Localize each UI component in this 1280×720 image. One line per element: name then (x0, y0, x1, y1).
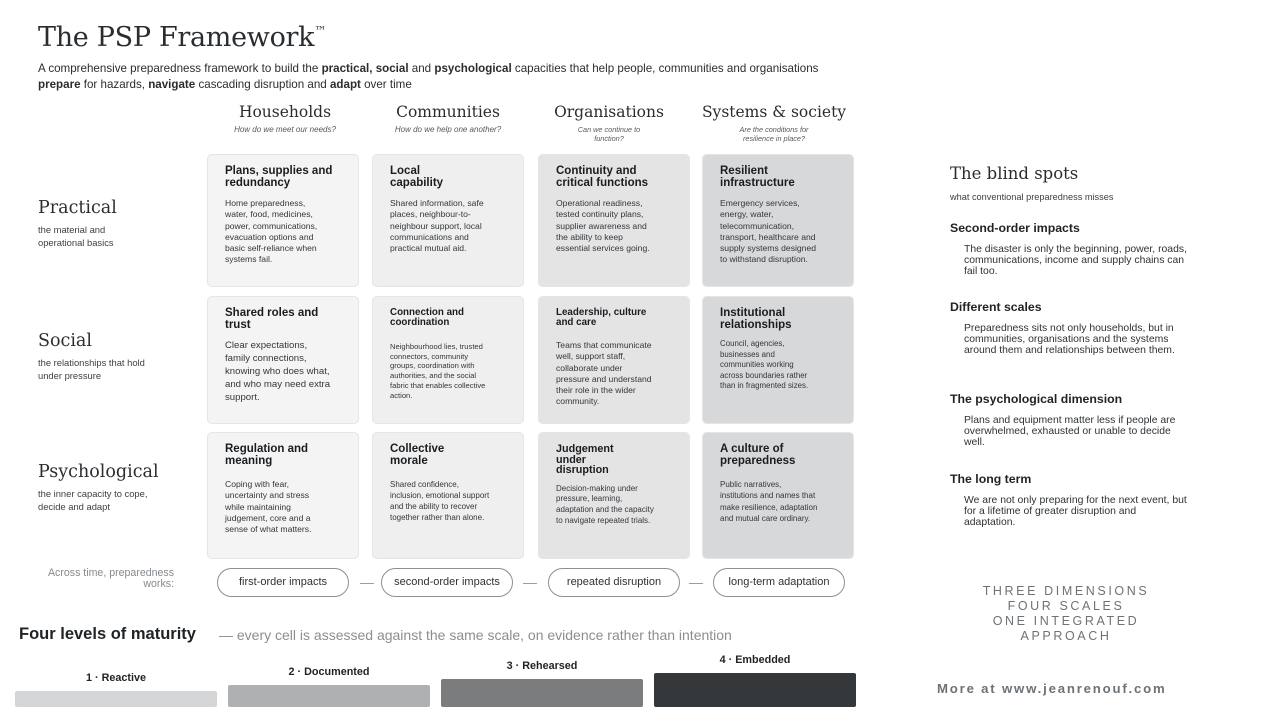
intro-emphasis: prepare (38, 78, 81, 91)
maturity-level-bar (654, 673, 856, 707)
blind-spot-heading: The long term (950, 472, 1032, 486)
blind-spots-subtitle: what conventional preparedness misses (950, 192, 1114, 202)
cell-practical-systems (702, 154, 854, 287)
cell-title: Regulation and meaning (225, 443, 309, 467)
row-desc: the relationships that hold under pressure (38, 357, 145, 381)
column-question: How do we help one another? (394, 125, 502, 134)
cell-psychological-systems (702, 432, 854, 559)
row-name: Psychological (38, 462, 159, 482)
tagline-line: ONE INTEGRATED APPROACH (992, 614, 1140, 643)
row-head-psychological (38, 462, 188, 513)
cell-title: A culture of preparedness (720, 443, 796, 467)
cell-social-households (207, 296, 359, 424)
intro-text (38, 61, 918, 93)
cell-title: Local capability (390, 165, 444, 189)
cell-title: Continuity and critical functions (556, 165, 649, 189)
cell-title: Resilient infrastructure (720, 165, 795, 189)
cell-title: Shared roles and trust (225, 307, 319, 331)
intro-fragment: cascading disruption and (195, 78, 330, 91)
cell-practical-communities (372, 154, 524, 287)
maturity-level (441, 660, 643, 707)
row-name: Social (38, 331, 92, 351)
row-head-practical (38, 198, 188, 249)
blind-spot-text: Plans and equipment matter less if people are overwhelmed, exhausted or unable to decide well. (964, 415, 1176, 448)
intro-fragment: A comprehensive preparedness framework to build the (38, 62, 322, 75)
trademark-mark: ™ (314, 24, 326, 38)
row-name: Practical (38, 198, 117, 218)
blind-spot-psychological (950, 392, 1200, 448)
intro-emphasis: navigate (148, 78, 196, 91)
cell-body: Teams that communicate well, support staff, collaborate under pressure and understand their role in the wider community. (556, 340, 652, 407)
intro-fragment: and (408, 62, 435, 75)
intro-emphasis: practical, social (321, 62, 409, 75)
website-link[interactable]: More at www.jeanrenouf.com (937, 681, 1167, 696)
maturity-subtitle: — every cell is assessed against the same scale, on evidence rather than intention (219, 627, 732, 643)
column-head-households (209, 103, 361, 134)
blind-spot-text: Preparedness sits not only households, but in communities, organisations and the systems around them and relationships between them. (964, 323, 1175, 356)
column-name: Organisations (554, 103, 664, 121)
timeline-stage-repeated: repeated disruption (548, 568, 680, 597)
timeline-connector (689, 583, 703, 584)
column-head-systems (698, 103, 850, 143)
maturity-level-label: 1 · Reactive (85, 672, 146, 684)
blind-spot-text: We are not only preparing for the next event, but for a lifetime of greater disruption and adaptation. (964, 495, 1187, 528)
blind-spot-heading: The psychological dimension (950, 392, 1123, 406)
tagline-line: THREE DIMENSIONS (982, 584, 1150, 598)
cell-body: Emergency services, energy, water, telecommunication, transport, healthcare and supply systems designed to withstand disruption. (720, 198, 817, 265)
maturity-level-bar (15, 691, 217, 707)
cell-title: Judgement under disruption (556, 443, 614, 476)
maturity-level (15, 672, 217, 707)
blind-spot-long-term (950, 472, 1200, 528)
column-name: Communities (396, 103, 500, 121)
blind-spot-heading: Different scales (950, 300, 1042, 314)
cell-title: Institutional relationships (720, 307, 792, 331)
intro-fragment: over time (360, 78, 412, 91)
row-desc: the material and operational basics (38, 224, 114, 248)
intro-emphasis: adapt (329, 78, 361, 91)
intro-emphasis: psychological (434, 62, 512, 75)
timeline-stage-long-term: long-term adaptation (713, 568, 845, 597)
row-head-social (38, 331, 188, 382)
maturity-level-label: 4 · Embedded (719, 654, 791, 666)
cell-psychological-communities (372, 432, 524, 559)
cell-practical-organisations (538, 154, 690, 287)
tagline (950, 584, 1182, 644)
column-head-communities (372, 103, 524, 134)
timeline-connector (360, 583, 374, 584)
maturity-level-bar (441, 679, 643, 707)
blind-spots-title: The blind spots (950, 164, 1079, 183)
maturity-level (654, 654, 856, 707)
row-desc: the inner capacity to cope, decide and adapt (38, 488, 148, 512)
cell-title: Leadership, culture and care (556, 307, 647, 328)
cell-psychological-households (207, 432, 359, 559)
tagline-line: FOUR SCALES (1007, 599, 1125, 613)
timeline-label: Across time, preparedness works: (47, 567, 174, 590)
blind-spot-second-order (950, 221, 1200, 277)
column-name: Households (238, 103, 332, 121)
cell-body: Neighbourhood lies, trusted connectors, community groups, coordination with authorities, and the social fabric that enables collective action. (390, 342, 486, 400)
maturity-level-bar (228, 685, 430, 707)
cell-social-communities (372, 296, 524, 424)
blind-spot-text: The disaster is only the beginning, power, roads, communications, income and supply chains can fail too. (964, 244, 1187, 277)
cell-body: Public narratives, institutions and names that make resilience, adaptation and mutual care ordinary. (720, 480, 818, 524)
cell-body: Coping with fear, uncertainty and stress while maintaining judgement, core and a sense of what matters. (225, 479, 312, 535)
maturity-level-label: 2 · Documented (288, 666, 370, 678)
intro-fragment: capacities that help people, communities and organisations (511, 62, 819, 75)
cell-social-organisations (538, 296, 690, 424)
maturity-level (228, 666, 430, 707)
column-head-organisations (533, 103, 685, 143)
cell-body: Home preparedness, water, food, medicines, power, communications, evacuation options and basic self-reliance when systems fail. (225, 198, 318, 265)
column-question: Can we continue to function? (577, 125, 641, 143)
cell-title: Plans, supplies and redundancy (225, 165, 333, 189)
column-question: How do we meet our needs? (234, 125, 336, 134)
cell-title: Connection and coordination (390, 307, 465, 328)
maturity-title: Four levels of maturity (19, 625, 196, 643)
blind-spot-scales (950, 300, 1200, 356)
cell-body: Operational readiness, tested continuity plans, supplier awareness and the ability to keep essential services going. (556, 198, 650, 254)
blind-spot-heading: Second-order impacts (950, 221, 1080, 235)
cell-body: Clear expectations, family connections, knowing who does what, and who may need extra support. (225, 340, 331, 403)
cell-body: Shared information, safe places, neighbour-to-neighbour support, local communications and practical mutual aid. (390, 198, 484, 254)
maturity-level-label: 3 · Rehearsed (506, 660, 578, 672)
cell-social-systems (702, 296, 854, 424)
column-name: Systems & society (701, 103, 847, 121)
cell-body: Shared confidence, inclusion, emotional support and the ability to recover together rather than alone. (390, 480, 490, 522)
cell-body: Decision-making under pressure, learning, adaptation and the capacity to navigate repeated trials. (556, 483, 654, 525)
timeline-stage-first-order: first-order impacts (217, 568, 349, 597)
cell-practical-households (207, 154, 359, 287)
cell-body: Council, agencies, businesses and communities working across boundaries rather than in fragmented sizes. (720, 339, 809, 391)
timeline-stage-second-order: second-order impacts (381, 568, 513, 597)
timeline-connector (523, 583, 537, 584)
column-question: Are the conditions for resilience in place? (739, 125, 809, 143)
intro-fragment: for hazards, (80, 78, 149, 91)
page-title: The PSP Framework™ (38, 22, 326, 53)
cell-psychological-organisations (538, 432, 690, 559)
cell-title: Collective morale (390, 443, 445, 467)
